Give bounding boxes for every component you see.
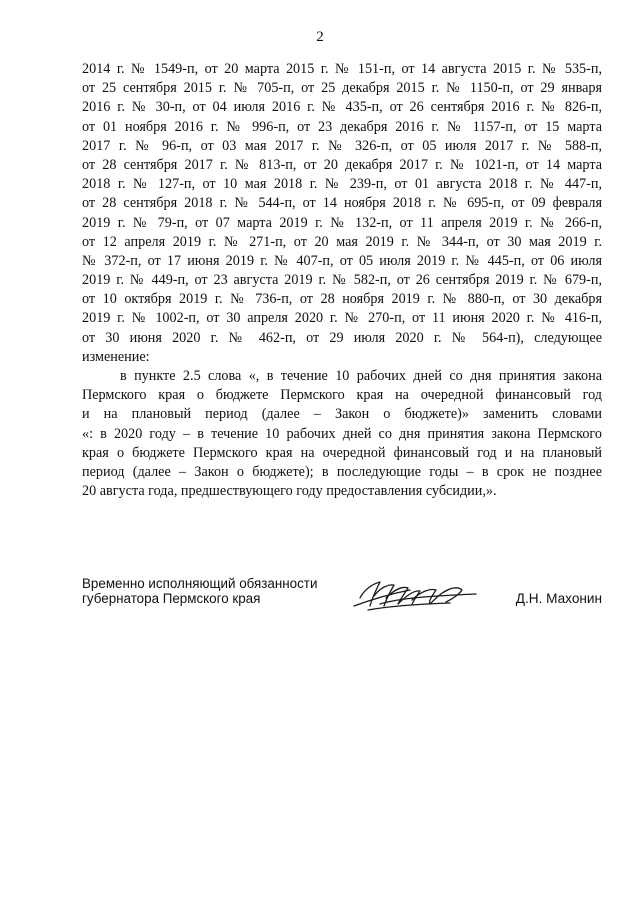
text-line: от 10 октября 2019 г. № 736-п, от 28 ноября 2019 г. № 880-п, от 30 декабря: [82, 291, 602, 308]
text-line: и на плановый период (далее – Закон о бюджете)» заменить словами: [82, 406, 602, 423]
text-line: Пермского края о бюджете Пермского края на очередной финансовый год: [82, 387, 602, 404]
text-line: 2019 г. № 79-п, от 07 марта 2019 г. № 132-п, от 11 апреля 2019 г. № 266-п,: [82, 214, 602, 231]
signer-position-line: Временно исполняющий обязанности: [82, 576, 318, 591]
document-body: [82, 60, 602, 501]
text-line: 2018 г. № 127-п, от 10 мая 2018 г. № 239-п, от 01 августа 2018 г. № 447-п,: [82, 176, 602, 193]
text-line: изменение:: [82, 348, 150, 365]
text-line: от 28 сентября 2018 г. № 544-п, от 14 ноября 2018 г. № 695-п, от 09 февраля: [82, 195, 602, 212]
text-line: от 28 сентября 2017 г. № 813-п, от 20 декабря 2017 г. № 1021-п, от 14 марта: [82, 156, 602, 173]
signer-position: [82, 576, 317, 606]
text-line: 2016 г. № 30-п, от 04 июля 2016 г. № 435-п, от 26 сентября 2016 г. № 826-п,: [82, 99, 602, 116]
page-number: 2: [316, 29, 324, 45]
text-line: 20 августа года, предшествующего году предоставления субсидии,».: [82, 483, 497, 500]
signer-position-line: губернатора Пермского края: [82, 591, 261, 606]
paragraph-amendment: [82, 367, 602, 501]
text-line: 2019 г. № 449-п, от 23 августа 2019 г. № 582-п, от 26 сентября 2019 г. № 679-п,: [82, 272, 602, 289]
text-line: от 12 апреля 2019 г. № 271-п, от 20 мая 2019 г. № 344-п, от 30 мая 2019 г.: [82, 233, 602, 250]
text-line: «: в 2020 году – в течение 10 рабочих дней со дня принятия закона Пермского: [82, 425, 602, 442]
paragraph-resolution-list: [82, 60, 602, 367]
handwritten-signature: [350, 576, 480, 616]
text-line: 2019 г. № 1002-п, от 30 апреля 2020 г. № 270-п, от 11 июня 2020 г. № 416-п,: [82, 310, 602, 327]
text-line: 2017 г. № 96-п, от 03 мая 2017 г. № 326-п, от 05 июля 2017 г. № 588-п,: [82, 137, 602, 154]
text-line: от 30 июня 2020 г. № 462-п, от 29 июля 2020 г. № 564-п), следующее: [82, 329, 602, 346]
signer-name: Д.Н. Махонин: [515, 591, 602, 606]
text-line: края о бюджете Пермского края на очередной финансовый год и на плановый: [82, 444, 602, 461]
text-line: от 25 сентября 2015 г. № 705-п, от 25 декабря 2015 г. № 1150-п, от 29 января: [82, 80, 602, 97]
text-line: от 01 ноября 2016 г. № 996-п, от 23 декабря 2016 г. № 1157-п, от 15 марта: [82, 118, 602, 135]
text-line: 2014 г. № 1549-п, от 20 марта 2015 г. № 151-п, от 14 августа 2015 г. № 535-п,: [82, 61, 602, 77]
text-line: № 372-п, от 17 июня 2019 г. № 407-п, от 05 июля 2019 г. № 445-п, от 06 июля: [82, 252, 602, 269]
signature-block: [82, 576, 602, 636]
text-line: период (далее – Закон о бюджете); в последующие годы – в срок не позднее: [82, 463, 602, 480]
text-line: в пункте 2.5 слова «, в течение 10 рабочих дней со дня принятия закона: [120, 368, 602, 384]
